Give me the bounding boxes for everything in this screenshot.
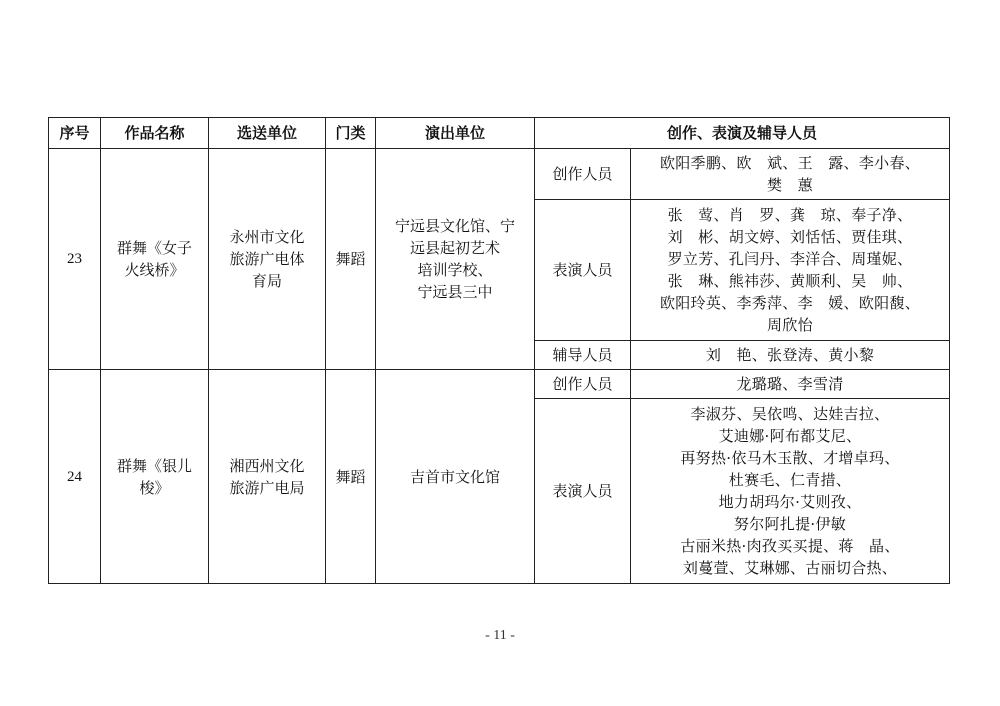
entry-title: 群舞《银儿 梭》 xyxy=(101,370,209,584)
program-table xyxy=(48,117,950,584)
entry-category: 舞蹈 xyxy=(326,370,376,584)
table-row xyxy=(49,149,950,200)
header-category: 门类 xyxy=(326,118,376,149)
role-label: 创作人员 xyxy=(535,149,631,200)
table-row xyxy=(49,370,950,399)
entry-submitter: 永州市文化 旅游广电体 育局 xyxy=(209,149,326,370)
entry-performer: 吉首市文化馆 xyxy=(376,370,535,584)
role-label: 表演人员 xyxy=(535,200,631,341)
header-staff: 创作、表演及辅导人员 xyxy=(535,118,950,149)
header-title: 作品名称 xyxy=(101,118,209,149)
role-people: 张 莺、肖 罗、龚 琼、奉子净、 刘 彬、胡文婷、刘恬恬、贾佳琪、 罗立芳、孔闫丹、李洋合、周瑾妮、 张 琳、熊祎莎、黄顺利、吴 帅、 欧阳玲英、李秀萍、李 媛、欧阳馥、 周欣怡 xyxy=(631,200,950,341)
entry-no: 24 xyxy=(49,370,101,584)
role-people: 刘 艳、张登涛、黄小黎 xyxy=(631,341,950,370)
role-label: 辅导人员 xyxy=(535,341,631,370)
entry-performer: 宁远县文化馆、宁 远县起初艺术 培训学校、 宁远县三中 xyxy=(376,149,535,370)
role-people: 龙璐璐、李雪清 xyxy=(631,370,950,399)
role-people: 欧阳季鹏、欧 斌、王 露、李小春、 樊 蕙 xyxy=(631,149,950,200)
role-label: 创作人员 xyxy=(535,370,631,399)
header-no: 序号 xyxy=(49,118,101,149)
role-people: 李淑芬、吴依鸣、达娃吉拉、 艾迪娜·阿布都艾尼、 再努热·依马木玉散、才增卓玛、 杜赛毛、仁青措、 地力胡玛尔·艾则孜、 努尔阿扎提·伊敏 古丽米热·肉孜买买提、蒋 晶、 刘蔓萱、艾琳娜、古丽切合热、 xyxy=(631,399,950,584)
entry-category: 舞蹈 xyxy=(326,149,376,370)
entry-submitter: 湘西州文化 旅游广电局 xyxy=(209,370,326,584)
header-performer: 演出单位 xyxy=(376,118,535,149)
entry-title: 群舞《女子 火线桥》 xyxy=(101,149,209,370)
page-number: - 11 - xyxy=(485,628,515,643)
role-label: 表演人员 xyxy=(535,399,631,584)
entry-no: 23 xyxy=(49,149,101,370)
header-submitter: 选送单位 xyxy=(209,118,326,149)
header-row xyxy=(49,118,950,149)
